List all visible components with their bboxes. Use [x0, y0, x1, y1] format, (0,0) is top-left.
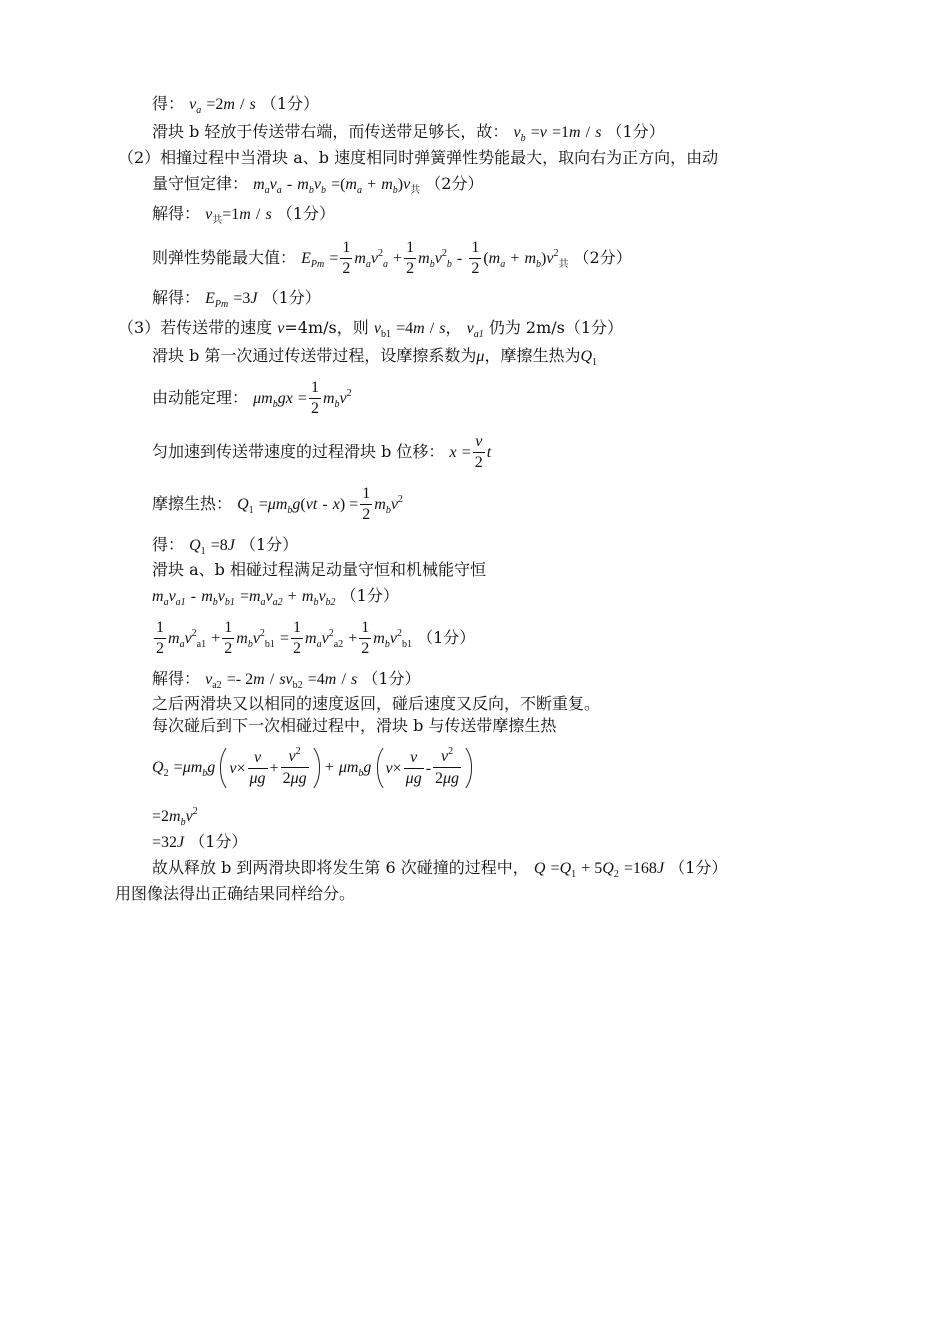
- repeat-statement: 之后两滑块又以相同的速度返回，碰后速度又反向，不断重复。: [152, 694, 601, 713]
- energy-conservation: $\frac{1}{2}$ $m_av^2_{a1}$ + $\frac{1}{2}$ $m_bv^2_{b1}$ = $\frac{1}{2}$ $m_av^2_{a2}$ + $\frac{1}{2}$ $m_bv^2_{b1}$ （1分）: [156, 619, 476, 657]
- line-va: 得： $v_a =2m / s$ （1分）: [152, 94, 320, 116]
- momentum-conservation: $m_av_{a1} - m_bv_{b1} =m_av_{a2} + m_bv_{b2}$ （1分）: [152, 586, 399, 608]
- q2-equation: $Q_2 =\mu m_bg$ v× $\frac{v}{\mu g}$ + $\frac{v^2}{2\mu g}$ + $\mu m_bg$ v× $\frac{v}{\mu g}$ - $\frac{v^2}{2\mu g}$: [152, 740, 472, 794]
- momentum-equation: 量守恒定律： $m_av_a - m_bv_b =(m_a + m_b)v_共$ （2分）: [152, 174, 484, 196]
- collision-statement: 滑块 a、b 相碰过程满足动量守恒和机械能守恒: [152, 560, 486, 579]
- each-collision-statement: 每次碰后到下一次相碰过程中，滑块 b 与传送带摩擦生热: [152, 716, 557, 735]
- friction-heat-equation: 摩擦生热： $Q_1 =\mu m_bg(vt - x)$ = $\frac{1}{2}$ $m_bv^2$: [152, 485, 403, 523]
- q2-result: =32J （1分）: [152, 832, 248, 851]
- line-vb: 滑块 b 轻放于传送带右端，而传送带足够长，故： $v_b =v =1m / s$ （1分）: [152, 122, 665, 144]
- friction-setup: 滑块 b 第一次通过传送带过程，设摩擦系数为μ，摩擦生热为$Q_1$: [152, 346, 598, 368]
- part2-intro: （2）相撞过程中当滑块 a、b 速度相同时弹簧弹性势能最大，取向右为正方向，由动: [118, 148, 719, 167]
- ep-result: 解得： $E_{Pm} =3J$ （1分）: [152, 288, 321, 310]
- grading-note: 用图像法得出正确结果同样给分。: [115, 884, 356, 903]
- kinetic-energy-theorem: 由动能定理： $\mu m_bgx$ = $\frac{1}{2}$ $m_bv^2$: [152, 379, 352, 417]
- displacement-equation: 匀加速到传送带速度的过程滑块 b 位移： x = $\frac{v}{2}$ t: [152, 433, 492, 471]
- velocity-results: 解得： $v_{a2} =- 2m / sv_{b2} =4m / s$ （1分）: [152, 669, 421, 691]
- q2-simplified: $=2m_bv^2$: [152, 806, 198, 828]
- part3-intro: （3）若传送带的速度 v=4m/s，则 $v_{b1} =4m / s$， $v_{a1}$ 仍为 2m/s（1分）: [118, 318, 624, 340]
- elastic-energy-equation: 则弹性势能最大值： $E_{Pm}$ = $\frac{1}{2}$ $m_av^2_a$ + $\frac{1}{2}$ $m_bv^2_b$ - $\frac{1}{2}$ $(m_a + m_b)v^2_共$ （2分）: [152, 239, 632, 277]
- q1-result: 得： $Q_1 =8J$ （1分）: [152, 535, 299, 557]
- final-result: 故从释放 b 到两滑块即将发生第 6 次碰撞的过程中， $Q =Q_1 + 5Q_2 =168J$ （1分）: [152, 858, 728, 880]
- v-common-result: 解得： $v_共=1m / s$ （1分）: [152, 204, 335, 226]
